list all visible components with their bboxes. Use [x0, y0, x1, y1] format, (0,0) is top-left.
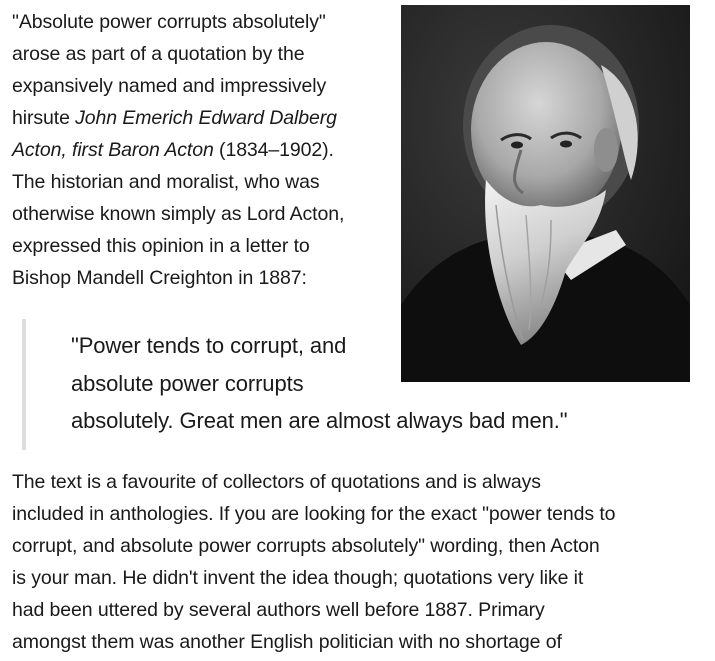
portrait-photo-icon	[401, 5, 690, 382]
blockquote-bar	[22, 319, 26, 450]
body-line: amongst them was another English politician with no shortage of	[12, 631, 562, 653]
intro-line	[12, 102, 392, 134]
intro-line: expansively named and impressively	[12, 75, 327, 97]
body-line: The text is a favourite of collectors of quotations and is always	[12, 471, 541, 493]
intro-line: otherwise known simply as Lord Acton,	[12, 203, 345, 225]
intro-text: hirsute	[12, 107, 76, 129]
quote-line: absolutely. Great men are almost always bad men."	[71, 408, 568, 433]
intro-line: expressed this opinion in a letter to	[12, 235, 310, 257]
intro-line: "Absolute power corrupts absolutely"	[12, 11, 326, 33]
blockquote	[71, 327, 691, 440]
intro-line: Bishop Mandell Creighton in 1887:	[12, 267, 307, 289]
acton-title: Acton, first Baron Acton	[12, 139, 214, 161]
portrait-image	[401, 5, 690, 382]
acton-full-name: John Emerich Edward Dalberg	[75, 107, 337, 129]
acton-lifespan: (1834–1902).	[213, 139, 334, 161]
body-line: had been uttered by several authors well before 1887. Primary	[12, 599, 545, 621]
quote-line: absolute power corrupts	[71, 370, 304, 396]
quote-line: "Power tends to corrupt, and	[71, 333, 347, 358]
intro-line: The historian and moralist, who was	[12, 171, 320, 193]
intro-line: arose as part of a quotation by the	[12, 43, 305, 65]
body-line: is your man. He didn't invent the idea though; quotations very like it	[12, 567, 584, 589]
intro-paragraph	[12, 6, 392, 294]
body-paragraph	[12, 466, 712, 658]
body-line: included in anthologies. If you are looking for the exact "power tends to	[12, 503, 616, 525]
intro-line	[12, 134, 392, 166]
body-line: corrupt, and absolute power corrupts absolutely" wording, then Acton	[12, 535, 600, 557]
